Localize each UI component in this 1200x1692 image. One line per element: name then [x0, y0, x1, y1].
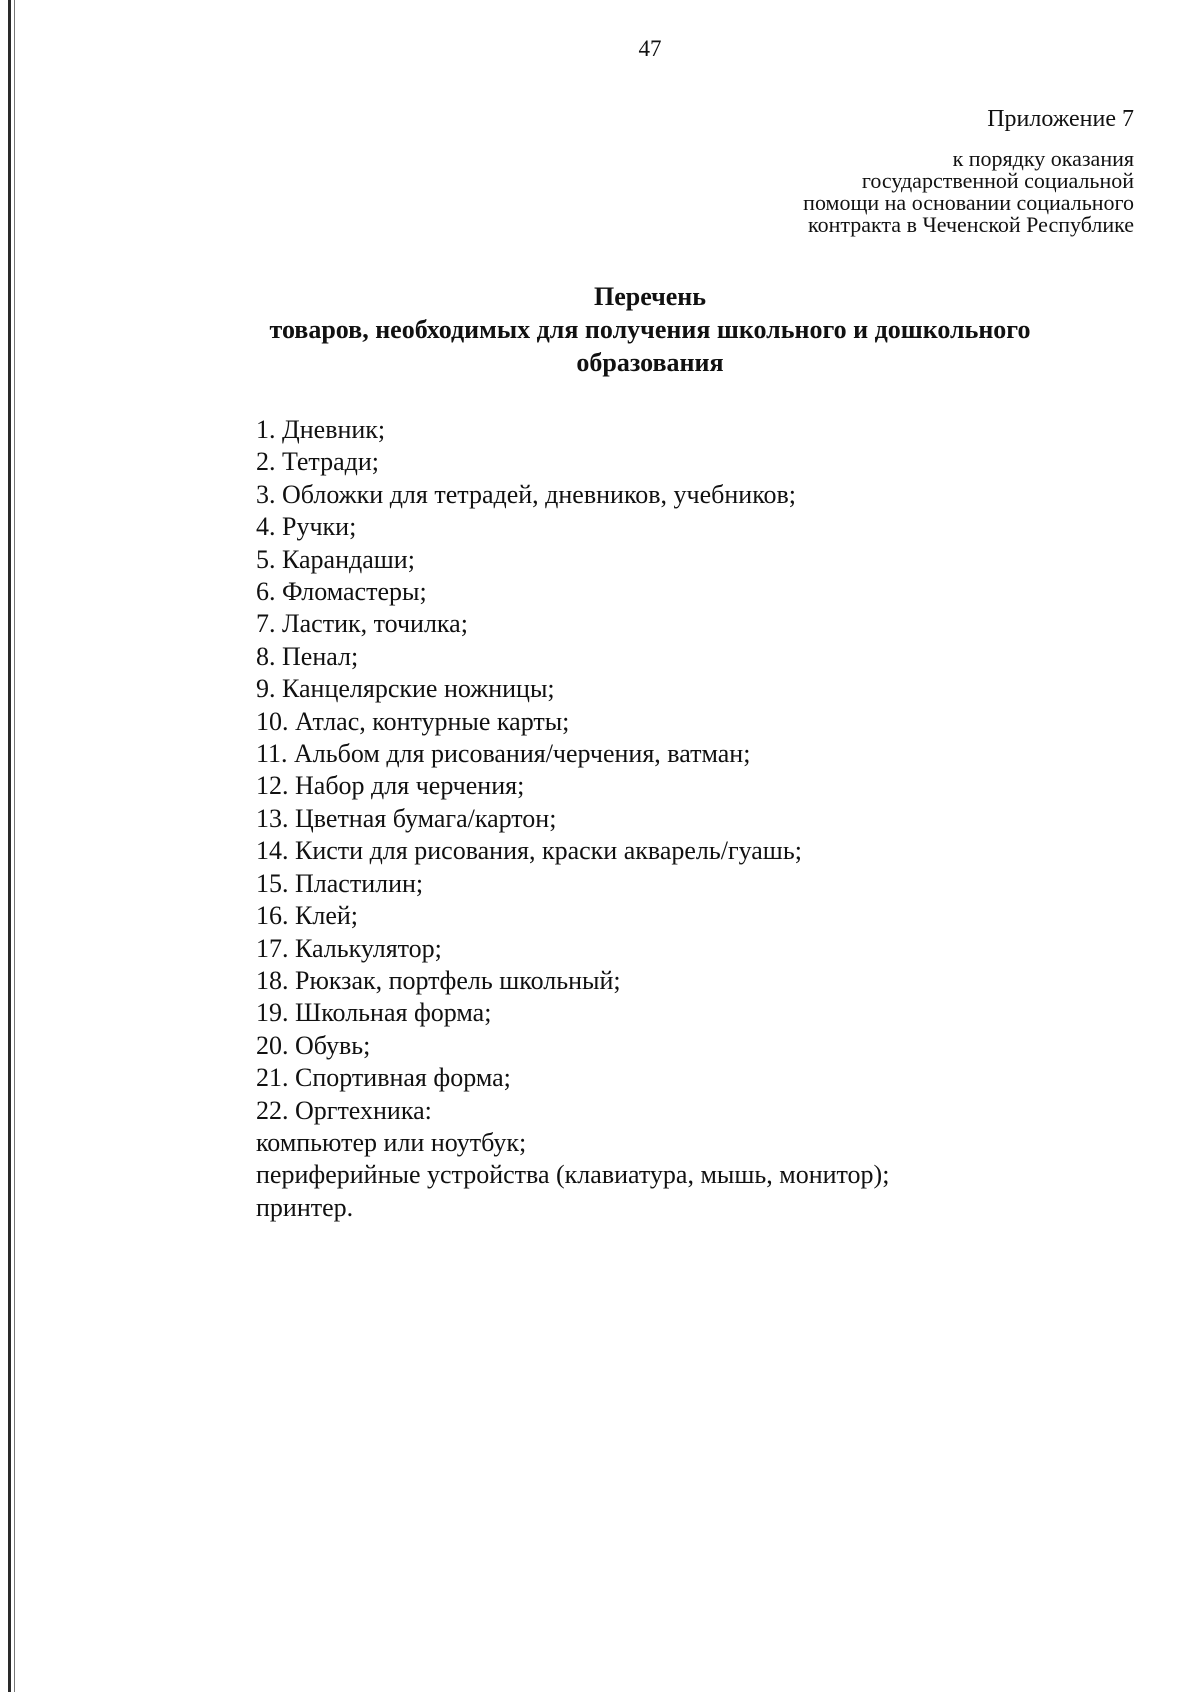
goods-list: [256, 414, 1156, 1224]
list-item: 18. Рюкзак, портфель школьный;: [256, 965, 621, 995]
list-item: 14. Кисти для рисования, краски акварель/гуашь;: [256, 836, 802, 866]
list-item: 13. Цветная бумага/картон;: [256, 803, 557, 833]
list-item: 15. Пластилин;: [256, 868, 424, 898]
list-item: 5. Карандаши;: [256, 544, 415, 574]
list-item: 10. Атлас, контурные карты;: [256, 706, 570, 736]
scan-edge-line: [8, 0, 11, 1692]
list-item: 12. Набор для черчения;: [256, 771, 525, 801]
list-item: периферийные устройства (клавиатура, мышь, монитор);: [256, 1160, 890, 1190]
heading-line: образования: [576, 348, 724, 377]
list-item: 1. Дневник;: [256, 415, 386, 444]
list-item: 19. Школьная форма;: [256, 998, 492, 1028]
document-heading: [210, 280, 1090, 379]
list-item: 20. Обувь;: [256, 1030, 371, 1060]
list-item: 6. Фломастеры;: [256, 577, 427, 607]
list-item: 8. Пенал;: [256, 641, 359, 671]
list-item: принтер.: [256, 1192, 354, 1222]
scan-edge-line-inner: [14, 0, 15, 1692]
list-item: 21. Спортивная форма;: [256, 1063, 511, 1093]
appendix-line: государственной социальной: [861, 168, 1134, 193]
appendix-line: к порядку оказания: [952, 146, 1134, 171]
list-item: 22. Оргтехника:: [256, 1095, 432, 1125]
list-item: 17. Калькулятор;: [256, 933, 442, 963]
list-item: 11. Альбом для рисования/черчения, ватман;: [256, 739, 751, 769]
appendix-subtitle: [654, 148, 1134, 236]
list-item: 2. Тетради;: [256, 447, 380, 477]
heading-line: товаров, необходимых для получения школьного и дошкольного: [269, 315, 1031, 344]
list-item: 9. Канцелярские ножницы;: [256, 674, 555, 704]
appendix-line: контракта в Чеченской Республике: [808, 212, 1134, 237]
list-item: 16. Клей;: [256, 901, 358, 931]
appendix-title: Приложение 7: [987, 106, 1134, 132]
list-item: 3. Обложки для тетрадей, дневников, учебников;: [256, 479, 797, 509]
list-item: 4. Ручки;: [256, 512, 357, 542]
page-number: 47: [638, 36, 662, 61]
list-item: компьютер или ноутбук;: [256, 1127, 527, 1157]
list-item: 7. Ластик, точилка;: [256, 609, 468, 639]
heading-line: Перечень: [593, 282, 707, 311]
appendix-line: помощи на основании социального: [803, 190, 1134, 215]
